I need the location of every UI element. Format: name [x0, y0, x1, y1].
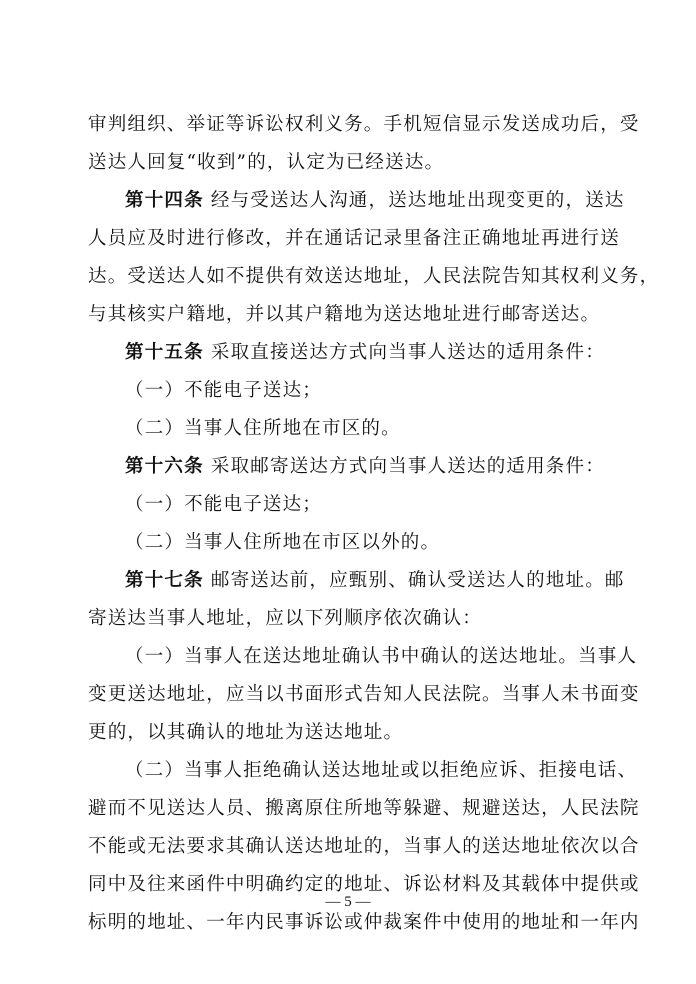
line-text: （一）当事人在送达地址确认书中确认的送达地址。当事人 — [125, 646, 638, 667]
line-text: 采取邮寄送达方式向当事人送达的适用条件： — [203, 456, 605, 477]
article-number: 第十五条 — [125, 342, 204, 363]
text-line — [88, 144, 608, 182]
line-text: （一）不能电子送达； — [125, 494, 323, 515]
page-number: — 5 — — [325, 894, 371, 910]
line-text: 经与受送达人沟通，送达地址出现变更的，送达 — [203, 190, 625, 211]
line-text: 同中及往来函件中明确约定的地址、诉讼材料及其载体中提供或 — [88, 874, 640, 895]
line-text: 邮寄送达前，应甄别、确认受送达人的地址。邮 — [203, 570, 625, 591]
text-line — [88, 486, 608, 524]
line-text: （一）不能电子送达； — [125, 380, 323, 401]
line-text: 采取直接送达方式向当事人送达的适用条件： — [203, 342, 605, 363]
article-heading-line — [88, 182, 625, 220]
line-text: 避而不见送达人员、搬离原住所地等躲避、规避送达，人民法院 — [88, 798, 640, 819]
text-line — [88, 106, 640, 144]
line-text: 标明的地址、一年内民事诉讼或仲裁案件中使用的地址和一年内 — [88, 912, 640, 933]
line-text: 审判组织、举证等诉讼权利义务。手机短信显示发送成功后，受 — [88, 114, 640, 135]
text-line — [88, 828, 640, 866]
line-text: （二）当事人住所地在市区的。 — [125, 418, 401, 439]
text-line — [88, 524, 608, 562]
text-line — [88, 638, 638, 676]
text-line — [88, 372, 608, 410]
line-text: 送达人回复“收到”的，认定为已经送达。 — [88, 152, 445, 173]
text-line — [88, 600, 608, 638]
article-heading-line — [88, 334, 608, 372]
line-text: 更的，以其确认的地址为送达地址。 — [88, 722, 404, 743]
document-body — [88, 106, 660, 942]
text-line — [88, 714, 608, 752]
text-line — [88, 410, 608, 448]
line-text: 寄送达当事人地址，应以下列顺序依次确认： — [88, 608, 483, 629]
article-heading-line — [88, 448, 608, 486]
text-line — [88, 296, 608, 334]
article-number: 第十四条 — [125, 190, 204, 211]
text-line — [88, 752, 638, 790]
line-text: 达。受送达人如不提供有效送达地址，人民法院告知其权利义务， — [88, 266, 660, 287]
line-text: 人员应及时进行修改，并在通话记录里备注正确地址再进行送 — [88, 228, 620, 249]
line-text: 变更送达地址，应当以书面形式告知人民法院。当事人未书面变 — [88, 684, 640, 705]
text-line — [88, 790, 640, 828]
article-number: 第十六条 — [125, 456, 204, 477]
article-heading-line — [88, 562, 625, 600]
line-text: （二）当事人拒绝确认送达地址或以拒绝应诉、拒接电话、 — [125, 760, 638, 781]
text-line — [88, 676, 640, 714]
article-number: 第十七条 — [125, 570, 204, 591]
text-line — [88, 258, 660, 296]
line-text: （二）当事人住所地在市区以外的。 — [125, 532, 441, 553]
line-text: 不能或无法要求其确认送达地址的，当事人的送达地址依次以合 — [88, 836, 640, 857]
line-text: 与其核实户籍地，并以其户籍地为送达地址进行邮寄送达。 — [88, 304, 601, 325]
text-line — [88, 220, 620, 258]
